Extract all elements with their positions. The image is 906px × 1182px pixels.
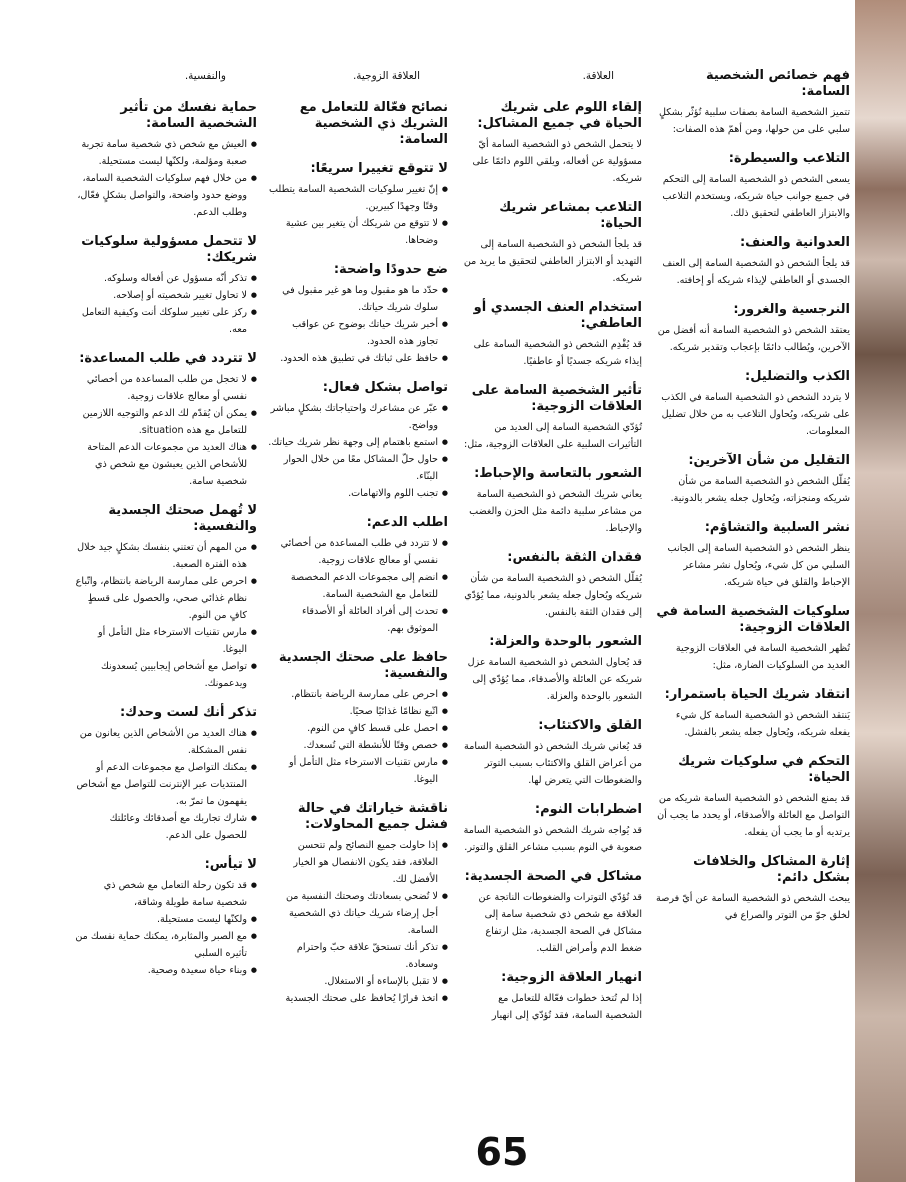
fragment-col2: العلاقة. bbox=[582, 70, 614, 82]
section-text: تتميز الشخصية السامة بصفات سلبية تُؤثّر بشكلٍ سلبي على من حولها، ومن أهمّ هذه الصفات: bbox=[659, 107, 850, 135]
bullet-item: ● انضم إلى مجموعات الدعم المخصصة للتعامل مع الشخصية السامة. bbox=[268, 569, 448, 603]
bullet-item: ● يمكن أن يُقدّم لك الدعم والتوجيه اللازمين للتعامل مع هذه situation. bbox=[75, 405, 257, 439]
section-text: يبحث الشخص ذو الشخصية السامة عن أيّ فرصة لخلق جوّ من التوتر والصراع في bbox=[656, 893, 850, 921]
column-4 bbox=[75, 100, 257, 992]
column-1 bbox=[655, 68, 850, 937]
bullet-item: ● إنّ تغيير سلوكيات الشخصية السامة يتطلب وقتًا وجهدًا كبيرين. bbox=[268, 181, 448, 215]
section-text: قد يُواجه شريك الشخص ذو الشخصية السامة صعوبة في النوم بسبب مشاعر القلق والتوتر. bbox=[463, 825, 642, 853]
bullet-list bbox=[268, 837, 448, 1007]
section bbox=[268, 515, 448, 637]
section-heading: التقليل من شأن الآخرين: bbox=[688, 453, 850, 468]
section bbox=[75, 503, 257, 692]
section-heading: الكذب والتضليل: bbox=[745, 369, 850, 384]
section bbox=[75, 351, 257, 490]
bullet-item: ● لا تخجل من طلب المساعدة من أخصائي نفسي أو معالج علاقات زوجية. bbox=[75, 371, 257, 405]
bullet-item: ● مارس تقنيات الاسترخاء مثل التأمل أو اليوغا. bbox=[268, 754, 448, 788]
bullet-item: ● العيش مع شخص ذي شخصية سامة تجربة صعبة ومؤلمة، ولكنّها ليست مستحيلة. bbox=[75, 136, 257, 170]
section-heading: سلوكيات الشخصية السامة في العلاقات الزوجية: bbox=[656, 604, 850, 635]
section-text: يُقلّل الشخص ذو الشخصية السامة من شأن شريكه ويُحاول جعله يشعر بالدونية، مما يُؤدّي إلى فقدان الثقة بالنفس. bbox=[464, 573, 642, 618]
section bbox=[268, 650, 448, 788]
bullet-item: ● لا تقبل بالإساءة أو الاستغلال. bbox=[268, 973, 448, 990]
bullet-item: ● تذكر أنّه مسؤول عن أفعاله وسلوكه. bbox=[75, 270, 257, 287]
section bbox=[75, 705, 257, 844]
bullet-item: ● تواصل مع أشخاص إيجابيين يُسعدونك ويدعمونك. bbox=[75, 658, 257, 692]
bullet-item: ● احصل على قسط كافٍ من النوم. bbox=[268, 720, 448, 737]
section bbox=[462, 383, 642, 453]
section-text: قد يُحاول الشخص ذو الشخصية السامة عزل شريكه عن العائلة والأصدقاء، مما يُؤدّي إلى الشعور بالوحدة والعزلة. bbox=[467, 657, 642, 702]
bullet-list bbox=[268, 282, 448, 367]
section bbox=[655, 754, 850, 841]
section-heading: نشر السلبية والتشاؤم: bbox=[704, 520, 850, 535]
section-text: تُؤدّي الشخصية السامة إلى العديد من التأثيرات السلبية على العلاقات الزوجية، مثل: bbox=[464, 422, 642, 450]
section-heading: العدوانية والعنف: bbox=[739, 235, 850, 250]
bullet-item: ● لا تتوقع من شريكك أن يتغير بين عشية وضحاها. bbox=[268, 215, 448, 249]
section bbox=[462, 550, 642, 621]
section-text: لا يتردد الشخص ذو الشخصية السامة في الكذب على شريكه، ويُحاول التلاعب به من خلال تضليل المعلومات. bbox=[661, 392, 850, 437]
section bbox=[268, 100, 448, 148]
section-heading: إثارة المشاكل والخلافات بشكل دائم: bbox=[693, 854, 850, 885]
section bbox=[75, 234, 257, 338]
bullet-list bbox=[75, 725, 257, 844]
bullet-item: ● وبناء حياة سعيدة وصحية. bbox=[75, 962, 257, 979]
section-heading: لا تُهمل صحتك الجسدية والنفسية: bbox=[108, 503, 257, 534]
section-heading: فهم خصائص الشخصية السامة: bbox=[706, 68, 850, 99]
section-text: يعاني شريك الشخص ذو الشخصية السامة من مشاعر سلبية دائمة مثل الحزن والغضب والإحباط. bbox=[469, 489, 642, 534]
section bbox=[462, 200, 642, 287]
bullet-item: ● هناك العديد من مجموعات الدعم المتاحة للأشخاص الذين يعيشون مع شخص ذي شخصية سامة. bbox=[75, 439, 257, 490]
column-3 bbox=[268, 100, 448, 1020]
bullet-item: ● استمع باهتمام إلى وجهة نظر شريك حياتك. bbox=[268, 434, 448, 451]
section-text: يعتقد الشخص ذو الشخصية السامة أنه أفضل من الآخرين، ويُطالب دائمًا بإعجاب وتقدير شريكه. bbox=[657, 325, 850, 353]
bullet-list bbox=[75, 877, 257, 979]
bullet-item: ● اتّبع نظامًا غذائيًا صحيًا. bbox=[268, 703, 448, 720]
section bbox=[268, 262, 448, 367]
section-heading: اضطرابات النوم: bbox=[534, 802, 642, 817]
bullet-item: ● شارك تجاربك مع أصدقائك وعائلتك للحصول على الدعم. bbox=[75, 810, 257, 844]
bullet-item: ● عبّر عن مشاعرك واحتياجاتك بشكلٍ مباشر وواضح. bbox=[268, 400, 448, 434]
section-text: يسعى الشخص ذو الشخصية السامة إلى التحكم في جميع جوانب حياة شريكه، ويستخدم التلاعب والابتزاز العاطفي لتحقيق ذلك. bbox=[662, 174, 850, 219]
section bbox=[462, 466, 642, 537]
section bbox=[655, 604, 850, 674]
bullet-item: ● حافظ على ثباتك في تطبيق هذه الحدود. bbox=[268, 350, 448, 367]
bullet-item: ● لا تُضحي بسعادتك وصحتك النفسية من أجل إرضاء شريك حياتك ذي الشخصية السامة. bbox=[268, 888, 448, 939]
bullet-item: ● مارس تقنيات الاسترخاء مثل التأمل أو اليوغا. bbox=[75, 624, 257, 658]
column-2 bbox=[462, 100, 642, 1037]
section-heading: لا تيأس: bbox=[204, 857, 257, 872]
bullet-item: ● من المهم أن تعتني بنفسك بشكلٍ جيد خلال هذه الفترة الصعبة. bbox=[75, 539, 257, 573]
section-text: إذا لم تُتخذ خطوات فعّالة للتعامل مع الشخصية السامة، فقد تُؤدّي إلى انهيار bbox=[491, 993, 642, 1021]
side-photo-strip bbox=[855, 0, 906, 1182]
bullet-item: ● لا تتردد في طلب المساعدة من أخصائي نفسي أو معالج علاقات زوجية. bbox=[268, 535, 448, 569]
section bbox=[462, 100, 642, 187]
bullet-item: ● تذكر أنك تستحقّ علاقة حبّ واحترام وسعادة. bbox=[268, 939, 448, 973]
section-heading: حماية نفسك من تأثير الشخصية السامة: bbox=[120, 100, 257, 131]
section-text: قد تُؤدّي التوترات والضغوطات الناتجة عن العلاقة مع شخص ذي شخصية سامة إلى مشاكل في الصحة الجسدية، مثل ارتفاع ضغط الدم وأمراض القلب. bbox=[478, 892, 642, 954]
bullet-item: ● من خلال فهم سلوكيات الشخصية السامة، ووضع حدود واضحة، والتواصل بشكلٍ فعّال، وطلب الدعم. bbox=[75, 170, 257, 221]
section-heading: القلق والاكتئاب: bbox=[538, 718, 642, 733]
bullet-item: ● يمكنك التواصل مع مجموعات الدعم أو المنتديات عبر الإنترنت للتواصل مع أشخاص يفهمون ما تمرّ به. bbox=[75, 759, 257, 810]
section bbox=[655, 520, 850, 591]
section-heading: ناقشة خياراتك في حالة فشل جميع المحاولات: bbox=[297, 801, 448, 832]
section-text: قد يُقْدِم الشخص ذو الشخصية السامة على إيذاء شريكه جسديًا أو عاطفيًا. bbox=[473, 339, 642, 367]
section-heading: استخدام العنف الجسدي أو العاطفي: bbox=[473, 300, 642, 331]
section bbox=[462, 802, 642, 856]
bullet-list bbox=[75, 270, 257, 338]
section-heading: انهيار العلاقة الزوجية: bbox=[501, 970, 642, 985]
fragment-col3: العلاقة الزوجية. bbox=[352, 70, 420, 82]
section-text: قد يُعاني شريك الشخص ذو الشخصية السامة من أعراض القلق والاكتئاب بسبب التوتر والضغوطات التي يتعرض لها. bbox=[464, 741, 642, 786]
section bbox=[462, 634, 642, 705]
section-heading: النرجسية والغرور: bbox=[733, 302, 850, 317]
section-text: قد يلجأ الشخص ذو الشخصية السامة إلى التهديد أو الابتزاز العاطفي لتحقيق ما يريد من شريكه. bbox=[463, 239, 642, 284]
section-heading: لا تتردد في طلب المساعدة: bbox=[79, 351, 257, 366]
page-number: 65 bbox=[475, 1130, 529, 1174]
section bbox=[655, 453, 850, 507]
bullet-item: ● ركز على تغيير سلوكك أنت وكيفية التعامل معه. bbox=[75, 304, 257, 338]
section-text: يَنتقد الشخص ذو الشخصية السامة كل شيء يفعله شريكه، ويُحاول جعله يشعر بالفشل. bbox=[675, 710, 850, 738]
section-text: قد يمنع الشخص ذو الشخصية السامة شريكه من التواصل مع العائلة والأصدقاء، أو يحدد ما يجب أن يرتديه أو ما يجب أن يفعله. bbox=[657, 793, 850, 838]
section-heading: تأثير الشخصية السامة على العلاقات الزوجية: bbox=[471, 383, 642, 414]
bullet-item: ● ولكنّها ليست مستحيلة. bbox=[75, 911, 257, 928]
bullet-item: ● خصص وقتًا للأنشطة التي تُسعدك. bbox=[268, 737, 448, 754]
section-heading: مشاكل في الصحة الجسدية: bbox=[464, 869, 642, 884]
section-heading: انتقاد شريك الحياة باستمرار: bbox=[664, 687, 850, 702]
section bbox=[462, 869, 642, 957]
section-heading: التحكم في سلوكيات شريك الحياة: bbox=[678, 754, 850, 785]
section-heading: فقدان الثقة بالنفس: bbox=[507, 550, 642, 565]
section bbox=[462, 300, 642, 370]
section bbox=[75, 100, 257, 221]
section bbox=[655, 151, 850, 222]
bullet-item: ● إذا حاولت جميع النصائح ولم تتحسن العلاقة، فقد يكون الانفصال هو الخيار الأفضل لك. bbox=[268, 837, 448, 888]
bullet-list bbox=[268, 686, 448, 788]
section bbox=[655, 302, 850, 356]
bullet-item: ● احرص على ممارسة الرياضة بانتظام، واتّباع نظام غذائي صحي، والحصول على قسطٍ كافٍ من النوم. bbox=[75, 573, 257, 624]
section-text: قد يلجأ الشخص ذو الشخصية السامة إلى العنف الجسدي أو العاطفي لإيذاء شريكه أو إخافته. bbox=[662, 258, 850, 286]
section bbox=[655, 68, 850, 138]
section bbox=[268, 161, 448, 249]
bullet-item: ● لا تحاول تغيير شخصيته أو إصلاحه. bbox=[75, 287, 257, 304]
bullet-item: ● مع الصبر والمثابرة، يمكنك حماية نفسك من تأثيره السلبي bbox=[75, 928, 257, 962]
section-heading: التلاعب بمشاعر شريك الحياة: bbox=[499, 200, 642, 231]
section bbox=[268, 380, 448, 502]
bullet-list bbox=[268, 535, 448, 637]
bullet-list bbox=[75, 136, 257, 221]
bullet-item: ● هناك العديد من الأشخاص الذين يعانون من نفس المشكلة. bbox=[75, 725, 257, 759]
section-text: ينظر الشخص ذو الشخصية السامة إلى الجانب السلبي من كل شيء، ويُحاول نشر مشاعر الإحباط والقلق في حياة شريكه. bbox=[667, 543, 850, 588]
section bbox=[462, 970, 642, 1024]
section-heading: لا تتوقع تغييرا سريعًا: bbox=[310, 161, 448, 176]
bullet-list bbox=[268, 181, 448, 249]
section-heading: إلقاء اللوم على شريك الحياة في جميع المشاكل: bbox=[477, 100, 642, 131]
section-text: تُظهر الشخصية السامة في العلاقات الزوجية العديد من السلوكيات الضارة، مثل: bbox=[675, 643, 850, 671]
bullet-item: ● تجنب اللوم والاتهامات. bbox=[268, 485, 448, 502]
section-heading: الشعور بالوحدة والعزلة: bbox=[489, 634, 642, 649]
section-heading: تواصل بشكل فعال: bbox=[322, 380, 448, 395]
section-heading: التلاعب والسيطرة: bbox=[728, 151, 850, 166]
section bbox=[655, 854, 850, 924]
section bbox=[462, 718, 642, 789]
bullet-item: ● أخبر شريك حياتك بوضوح عن عواقب تجاوز هذه الحدود. bbox=[268, 316, 448, 350]
bullet-item: ● حدّد ما هو مقبول وما هو غير مقبول في سلوك شريك حياتك. bbox=[268, 282, 448, 316]
section-text: يُقلّل الشخص ذو الشخصية السامة من شأن شريكه ومنجزاته، ويُحاول جعله يشعر بالدونية. bbox=[670, 476, 850, 504]
section bbox=[655, 687, 850, 741]
bullet-item: ● حاول حلّ المشاكل معًا من خلال الحوار البنّاء. bbox=[268, 451, 448, 485]
section-heading: لا تتحمل مسؤولية سلوكيات شريكك: bbox=[81, 234, 257, 265]
section-heading: حافظ على صحتك الجسدية والنفسية: bbox=[278, 650, 448, 681]
bullet-list bbox=[268, 400, 448, 502]
section bbox=[655, 235, 850, 289]
bullet-item: ● تحدث إلى أفراد العائلة أو الأصدقاء الموثوق بهم. bbox=[268, 603, 448, 637]
section bbox=[655, 369, 850, 440]
section-heading: الشعور بالتعاسة والإحباط: bbox=[474, 466, 642, 481]
bullet-item: ● احرص على ممارسة الرياضة بانتظام. bbox=[268, 686, 448, 703]
section-text: لا يتحمل الشخص ذو الشخصية السامة أيّ مسؤولية عن أفعاله، ويلقي اللوم دائمًا على شريكه. bbox=[472, 139, 642, 184]
bullet-list bbox=[75, 539, 257, 692]
bullet-item: ● اتخذ قرارًا يُحافظ على صحتك الجسدية bbox=[268, 990, 448, 1007]
bullet-item: ● قد تكون رحلة التعامل مع شخص ذي شخصية سامة طويلة وشاقة، bbox=[75, 877, 257, 911]
section-heading: اطلب الدعم: bbox=[366, 515, 448, 530]
section-heading: ضع حدودًا واضحة: bbox=[333, 262, 448, 277]
section bbox=[75, 857, 257, 979]
section-heading: نصائح فعّالة للتعامل مع الشريك ذي الشخصية السامة: bbox=[299, 100, 448, 147]
bullet-list bbox=[75, 371, 257, 490]
section bbox=[268, 801, 448, 1007]
section-heading: تذكر أنك لست وحدك: bbox=[119, 705, 257, 720]
fragment-col4: والنفسية. bbox=[184, 70, 226, 82]
